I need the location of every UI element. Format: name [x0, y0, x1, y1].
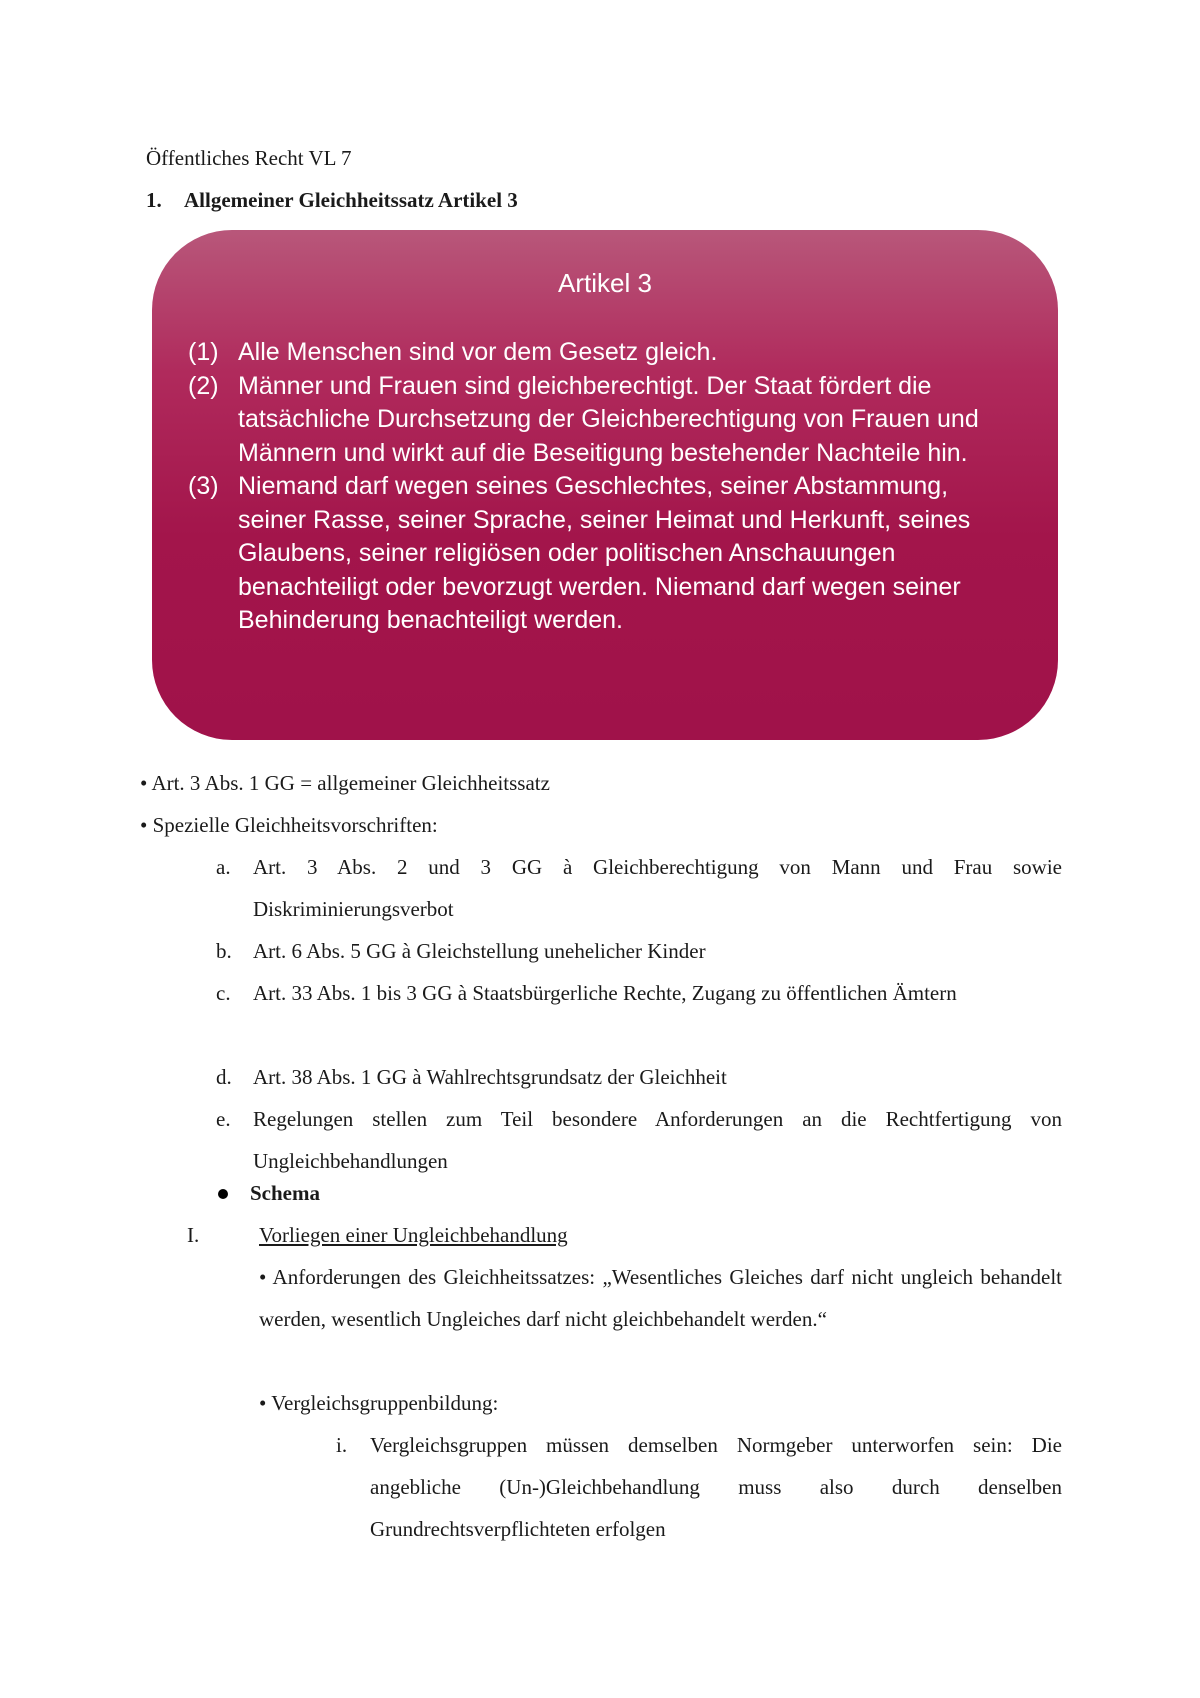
- roman-numeral: I.: [187, 1223, 200, 1247]
- schema-label: Schema: [250, 1181, 320, 1205]
- article-paragraph-1: [188, 336, 1022, 370]
- list-item-c: [216, 972, 1062, 1014]
- paragraph-marker: (3): [188, 472, 219, 500]
- list-letter: d.: [216, 1065, 232, 1089]
- article-3-box: [152, 230, 1058, 740]
- paragraph-text: Alle Menschen sind vor dem Gesetz gleich.: [238, 338, 718, 366]
- article-box-title: Artikel 3: [558, 268, 652, 298]
- heading-number: 1.: [146, 188, 162, 212]
- comparison-group-paragraph: • Vergleichsgruppenbildung:: [259, 1391, 499, 1415]
- list-letter: b.: [216, 939, 232, 963]
- list-text: Art. 3 Abs. 2 und 3 GG à Gleichberechtigung von Mann und Frau sowie Diskriminierungsverbot: [253, 855, 1062, 921]
- list-text: Art. 6 Abs. 5 GG à Gleichstellung unehelicher Kinder: [253, 939, 706, 963]
- list-item-a: [216, 846, 1062, 930]
- list-text: Vergleichsgruppen müssen demselben Normgeber unterworfen sein: Die angebliche (Un-)Gleichbehandlung muss also durch denselben Grundrechtsverpflichteten erfolgen: [370, 1433, 1062, 1541]
- paragraph-text: Männer und Frauen sind gleichberechtigt. Der Staat fördert die tatsächliche Durchsetzung der Gleichberechtigung von Frauen und Männern und wirkt auf die Beseitigung bestehender Nachteile hin.: [238, 371, 979, 467]
- bullet-special-equality: • Spezielle Gleichheitsvorschriften:: [140, 813, 438, 837]
- section-heading: [146, 188, 518, 213]
- list-text: Regelungen stellen zum Teil besondere Anforderungen an die Rechtfertigung von Ungleichbehandlungen: [253, 1107, 1062, 1173]
- paragraph-text: Niemand darf wegen seines Geschlechtes, seiner Abstammung, seiner Rasse, seiner Sprache, seiner Heimat und Herkunft, seines Glaubens, seiner religiösen oder politischen Anschauungen benachteiligt oder bevorzugt werden. Niemand darf wegen seiner Behinderung benachteiligt werden.: [238, 472, 971, 634]
- paragraph-marker: (2): [188, 371, 219, 400]
- equality-requirements-paragraph: • Anforderungen des Gleichheitssatzes: „Wesentliches Gleiches darf nicht ungleich behandelt werden, wesentlich Ungleiches darf nicht gleichbehandelt werden.“: [259, 1265, 1062, 1331]
- document-title: Öffentliches Recht VL 7: [146, 146, 352, 170]
- schema-step-title: Vorliegen einer Ungleichbehandlung: [259, 1223, 568, 1247]
- article-paragraph-list: [188, 336, 1022, 638]
- bullet-general-equality: • Art. 3 Abs. 1 GG = allgemeiner Gleichheitssatz: [140, 771, 550, 795]
- list-letter: c.: [216, 981, 231, 1005]
- bullet-dot-icon: [218, 1189, 228, 1199]
- article-paragraph-2: [188, 370, 1022, 471]
- list-text: Art. 38 Abs. 1 GG à Wahlrechtsgrundsatz der Gleichheit: [253, 1065, 727, 1089]
- article-paragraph-3: [188, 470, 1022, 638]
- list-letter: i.: [336, 1433, 348, 1457]
- list-item-i: [336, 1424, 1062, 1550]
- paragraph-marker: (1): [188, 338, 219, 366]
- list-letter: a.: [216, 855, 231, 879]
- list-item-b: [216, 930, 1062, 972]
- list-item-d: [216, 1056, 1062, 1098]
- schema-heading: [216, 1172, 320, 1214]
- list-letter: e.: [216, 1107, 231, 1131]
- heading-text: Allgemeiner Gleichheitssatz Artikel 3: [184, 188, 518, 212]
- list-item-e: [216, 1098, 1062, 1182]
- list-text: Art. 33 Abs. 1 bis 3 GG à Staatsbürgerliche Rechte, Zugang zu öffentlichen Ämtern: [253, 981, 957, 1005]
